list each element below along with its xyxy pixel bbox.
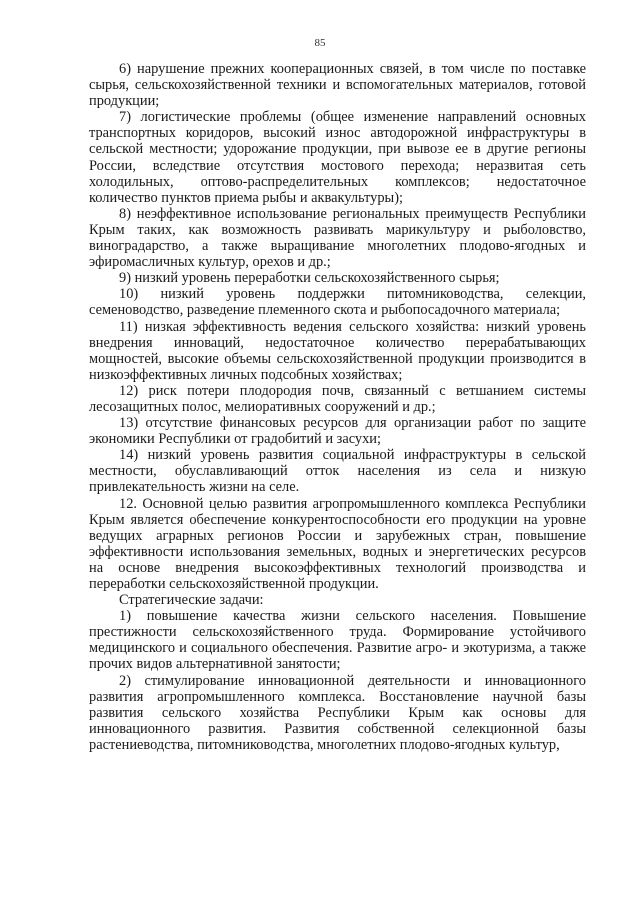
list-item-6: 6) нарушение прежних кооперационных связей, в том числе по поставке сырья, сельскохозяйственной техники и вспомогательных материалов, готовой продукции;	[89, 61, 586, 110]
list-item-13: 13) отсутствие финансовых ресурсов для организации работ по защите экономики Республики от градобитий и засухи;	[89, 415, 586, 448]
list-item-14: 14) низкий уровень развития социальной инфраструктуры в сельской местности, обуславливающий отток населения из села и низкую привлекательность жизни на селе.	[89, 447, 586, 496]
list-item-12: 12) риск потери плодородия почв, связанный с ветшанием системы лесозащитных полос, мелиоративных сооружений и др.;	[89, 382, 586, 415]
strategic-task-1: 1) повышение качества жизни сельского населения. Повышение престижности сельскохозяйственного труда. Формирование устойчивого медицинского и социального обеспечения. Развитие агро- и экотуризма, а также прочих видов альтернативной занятости;	[89, 608, 586, 673]
document-body	[89, 61, 586, 753]
list-item-7: 7) логистические проблемы (общее изменение направлений основных транспортных коридоров, высокий износ автодорожной инфраструктуры в сельской местности; удорожание продукции, при вывозе ее в другие регионы России, вследствие отсутствия мостового перехода; неразвитая сеть холодильных, оптово-распределительных комплексов; недостаточное количество пунктов приема рыбы и аквакультуры);	[89, 109, 586, 206]
list-item-10: 10) низкий уровень поддержки питомниководства, селекции, семеноводство, разведение племенного скота и рыбопосадочного материала;	[89, 286, 586, 319]
strategic-tasks-heading: Стратегические задачи:	[119, 592, 264, 609]
strategic-task-2: 2) стимулирование инновационной деятельности и инновационного развития агропромышленного комплекса. Восстановление научной базы развития сельского хозяйства Республики Крым как основы для инновационного развития. Развития собственной селекционной базы растениеводства, питомниководства, многолетних плодово-ягодных культур,	[89, 672, 586, 753]
list-item-8: 8) неэффективное использование региональных преимуществ Республики Крым таких, как возможность развивать марикультуру и рыболовство, виноградарство, а также выращивание многолетних плодово-ягодных и эфиромасличных культур, орехов и др.;	[89, 205, 586, 271]
list-item-9: 9) низкий уровень переработки сельскохозяйственного сырья;	[119, 270, 500, 287]
list-item-11: 11) низкая эффективность ведения сельского хозяйства: низкий уровень внедрения инноваций, недостаточное количество перерабатывающих мощностей, высокие объемы сельскохозяйственной продукции производится в низкоэффективных личных подсобных хозяйствах;	[89, 318, 586, 383]
section-12-paragraph: 12. Основной целью развития агропромышленного комплекса Республики Крым является обеспечение конкурентоспособности его продукции на уровне ведущих аграрных регионов России и зарубежных стран, повышение эффективности использования земельных, водных и энергетических ресурсов на основе внедрения высокоэффективных технологий производства и переработки сельскохозяйственной продукции.	[89, 495, 586, 592]
page-number: 85	[314, 37, 326, 49]
